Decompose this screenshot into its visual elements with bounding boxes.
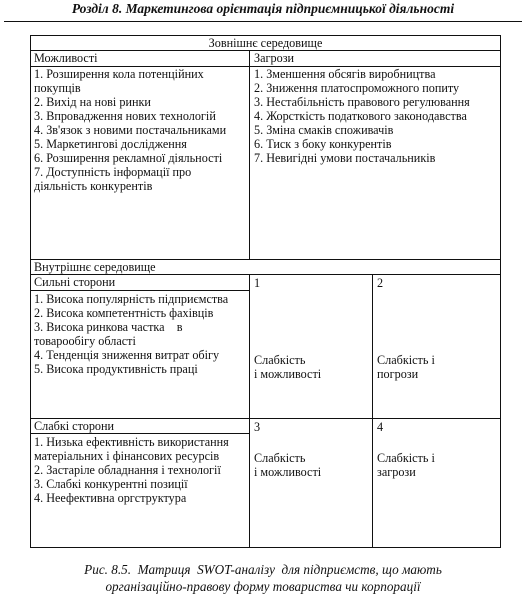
quadrant-text-2: погрози — [377, 367, 419, 381]
quadrant-text-1: Слабкість і — [377, 451, 435, 465]
list-item: 7. Невигідні умови постачальників — [254, 151, 436, 165]
list-item: 2. Висока компетентність фахівців — [34, 306, 214, 320]
list-item: 3. Впровадження нових технологій — [34, 109, 216, 123]
quadrant-number: 4 — [377, 420, 384, 434]
rule-internal-split — [249, 274, 250, 547]
list-item: 2. Застаріле обладнання і технології — [34, 463, 221, 477]
quadrant-text-1: Слабкість — [254, 451, 306, 465]
list-item: 4. Неефективна оргструктура — [34, 491, 187, 505]
quadrant-text-2: і можливості — [254, 367, 322, 381]
weaknesses-label: Слабкі сторони — [34, 419, 115, 433]
strengths-label: Сильні сторони — [34, 275, 116, 289]
figure-caption — [20, 561, 506, 595]
quadrant-number: 2 — [377, 276, 384, 290]
list-item: 1. Розширення кола потенційних покупців — [34, 67, 204, 95]
internal-env-label: Внутрішнє середовище — [34, 260, 156, 274]
rule-external-split — [249, 50, 250, 259]
rule-strengths-label — [30, 290, 249, 291]
page-header: Розділ 8. Маркетингова орієнтація підприємницької діяльності — [71, 1, 455, 16]
list-item: 5. Зміна смаків споживачів — [254, 123, 394, 137]
list-item: 1. Висока популярність підприємства — [34, 292, 229, 306]
table-right-border — [500, 35, 501, 547]
strengths-list — [31, 292, 249, 376]
threats-label: Загрози — [254, 51, 295, 65]
quadrant-3 — [251, 420, 372, 479]
weaknesses-list — [31, 435, 249, 505]
list-item: 4. Жорсткість податкового законодавства — [254, 109, 467, 123]
list-item: 3. Висока ринкова частка в товарообігу області — [34, 320, 186, 348]
quadrant-number: 3 — [254, 420, 261, 434]
list-item: 6. Тиск з боку конкурентів — [254, 137, 392, 151]
table-bottom-border — [30, 547, 501, 548]
header-rule — [4, 21, 522, 22]
quadrant-text-2: і можливості — [254, 465, 322, 479]
quadrant-number: 1 — [254, 276, 261, 290]
list-item: 1. Низька ефективність використання матеріальних і фінансових ресурсів — [34, 435, 229, 463]
threats-list — [251, 67, 500, 165]
list-item: 4. Тенденція зниження витрат обігу — [34, 348, 220, 362]
list-item: 2. Вихід на нові ринки — [34, 95, 151, 109]
list-item: 5. Висока продуктивність праці — [34, 362, 198, 376]
list-item: 3. Нестабільність правового регулювання — [254, 95, 470, 109]
list-item: 4. Зв'язок з новими постачальниками — [34, 123, 227, 137]
quadrant-text-2: загрози — [377, 465, 416, 479]
list-item: 1. Зменшення обсягів виробництва — [254, 67, 436, 81]
caption-line-2: організаційно-правову форму товариства чи корпорації — [105, 579, 421, 594]
quadrant-4 — [374, 420, 500, 479]
opportunities-label: Можливості — [34, 51, 98, 65]
list-item: 2. Зниження платоспроможного попиту — [254, 81, 460, 95]
quadrant-1 — [251, 276, 372, 381]
quadrant-text-1: Слабкість — [254, 353, 306, 367]
external-env-label: Зовнішнє середовище — [208, 36, 323, 50]
list-item: 6. Розширення рекламної діяльності — [34, 151, 223, 165]
list-item: 5. Маркетингові дослідження — [34, 137, 187, 151]
opportunities-list — [31, 67, 249, 193]
rule-weaknesses-label — [30, 433, 249, 434]
caption-line-1: Рис. 8.5. Матриця SWOT-аналізу для підприємств, що мають — [84, 562, 442, 577]
quadrant-2 — [374, 276, 500, 381]
list-item: 7. Доступність інформації про діяльність конкурентів — [34, 165, 192, 193]
quadrant-text-1: Слабкість і — [377, 353, 435, 367]
list-item: 3. Слабкі конкурентні позиції — [34, 477, 188, 491]
rule-quadrant-split — [372, 274, 373, 547]
